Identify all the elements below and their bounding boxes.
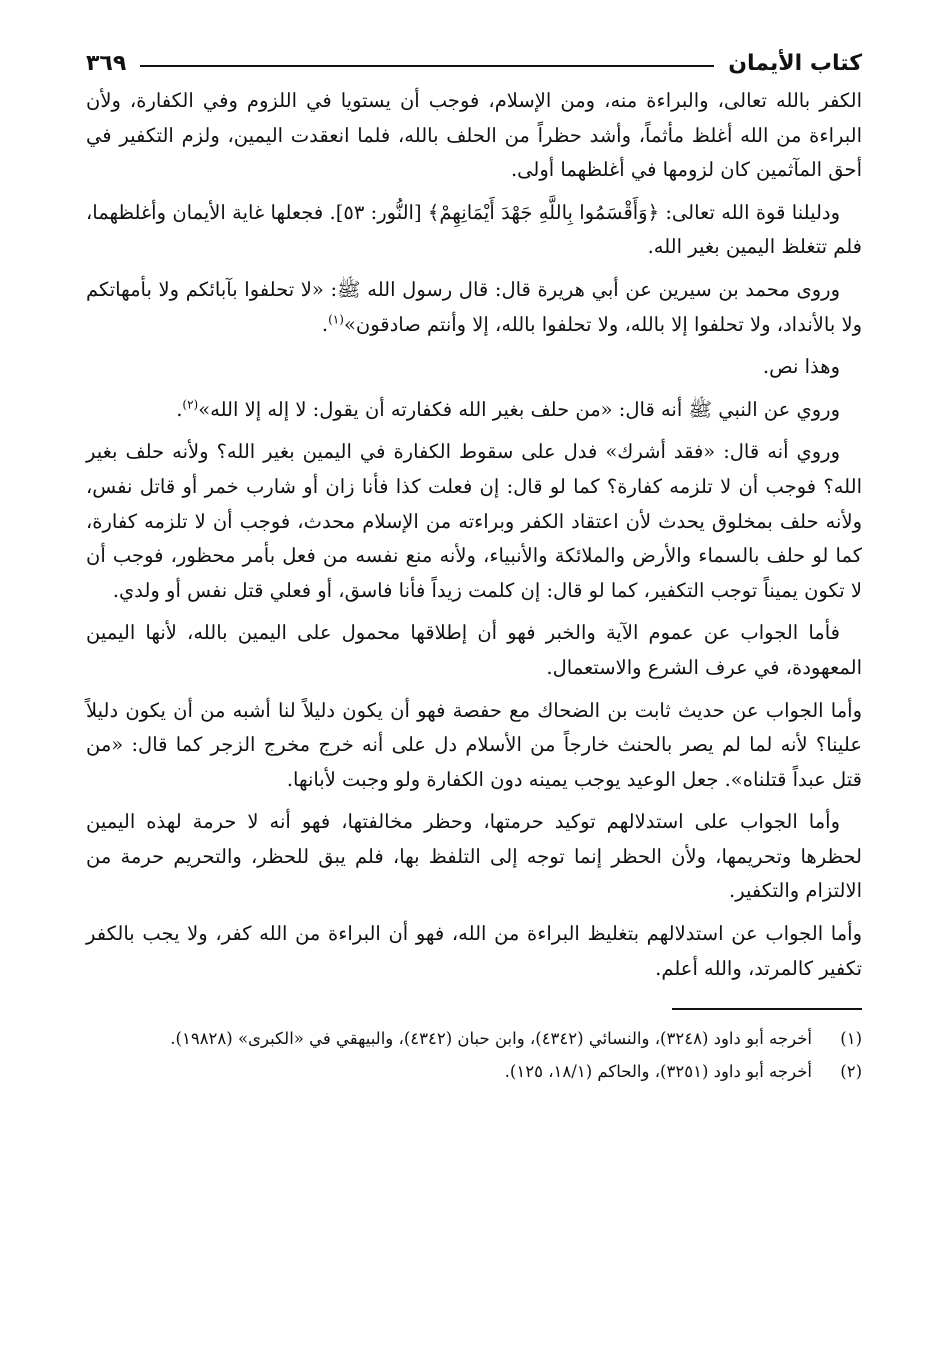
page-number: ٣٦٩ xyxy=(86,51,127,76)
footnote-item xyxy=(86,1024,862,1053)
footnote-item xyxy=(86,1057,862,1086)
footnote-ref[interactable]: (٢) xyxy=(182,397,199,412)
paragraph: وروى محمد بن سيرين عن أبي هريرة قال: قال رسول الله ﷺ: «لا تحلفوا بآبائكم ولا بأمهاتكم ولا بالأنداد، ولا تحلفوا إلا بالله، ولا تحلفوا بالله، إلا وأنتم صادقون»$^{(١)}$. xyxy=(86,277,862,336)
header-rule xyxy=(140,65,714,67)
paragraph: فأما الجواب عن عموم الآية والخبر فهو أن إطلاقها محمول على اليمين بالله، لأنها اليمين المعهودة، في عرف الشرع والاستعمال. xyxy=(86,621,862,679)
paragraph: ودليلنا قوة الله تعالى: ﴿وَأَقْسَمُوا بِاللَّهِ جَهْدَ أَيْمَانِهِمْ﴾ [النُّور: ٥٣]. فجعلها غاية الأيمان وأغلظهما، فلم تتغلظ اليمين بغير الله. xyxy=(86,200,862,259)
running-header xyxy=(86,36,862,76)
paragraph: وأما الجواب عن حديث ثابت بن الضحاك مع حفصة فهو أن يكون دليلاً لنا أشبه من أن يكون دليلاً علينا؟ لأنه لما لم يصر بالحنث خارجاً من الأسلام دل على أنه خرج مخرج الزجر كما قال: «من قتل عبداً قتلناه». جعل الوعيد يوجب يمينه دون الكفارة ولو وجبت لأبانها. xyxy=(86,698,862,791)
paragraph: وهذا نص. xyxy=(762,355,840,379)
footnote-text: أخرجه أبو داود (٣٢٥١)، والحاكم (١٨/١، ١٢٥). xyxy=(504,1062,812,1082)
footnote-separator xyxy=(672,1008,862,1010)
paragraph: وأما الجواب على استدلالهم توكيد حرمتها، وحظر مخالفتها، فهو أنه لا حرمة لهذه اليمين لحظرها وتحريمها، ولأن الحظر إنما توجه إلى التلفظ بها، فلم يبق للحظر، والتحريم حرمة من الالتزام والتكفير. xyxy=(86,810,862,903)
chapter-title: كتاب الأيمان xyxy=(728,51,862,76)
paragraph: وروي أنه قال: «فقد أشرك» فدل على سقوط الكفارة في اليمين بغير الله؟ ولأنه حلف بغير الله؟ فوجب أن لا تلزمه كفارة؟ كما لو قال: إن فعلت كذا فأنا زان أو شارب خمر أو قاتل نفس، ولأنه حلف بمخلوق يحدث لأن اعتقاد الكفر وبراءته من الإسلام محدث، فوجب أن لا تلزمه كفارة، كما لو حلف بالسماء والأرض والملائكة والأنبياء، ولأنه منع نفسه من فعل بأمر محظور، فوجب أن لا تكون يميناً توجب التكفير، كما لو قال: إن كلمت زيداً فأنا فاسق، أو فعلي قتل نفس أو ولدي. xyxy=(86,440,862,602)
footnote-text: أخرجه أبو داود (٣٢٤٨)، والنسائي (٤٣٤٢)، وابن حبان (٤٣٤٢)، والبيهقي في «الكبرى» (١٩٨٢٨). xyxy=(170,1029,812,1049)
paragraph: وأما الجواب عن استدلالهم بتغليظ البراءة من الله، فهو أن البراءة من الله كفر، ولا يجب بالكفر تكفير كالمرتد، والله أعلم. xyxy=(86,922,862,980)
footnote-number: (٢) xyxy=(840,1062,862,1082)
paragraph: الكفر بالله تعالى، والبراءة منه، ومن الإسلام، فوجب أن يستويا في اللزوم وفي الكفارة، ولأن البراءة من الله أغلظ مأثماً، وأشد حظراً من الحلف بالله، فلما انعقدت اليمين، ولزم التكفير في أحق المآثمين كان لزومها في أغلظهما أولى. xyxy=(86,89,862,182)
footnote-number: (١) xyxy=(840,1029,862,1049)
footnote-ref[interactable]: (١) xyxy=(328,312,344,327)
main-text xyxy=(86,84,862,986)
footnotes xyxy=(86,1024,862,1086)
paragraph: وروي عن النبي ﷺ أنه قال: «من حلف بغير الله فكفارته أن يقول: لا إله إلا الله»$^{(٢)}$. xyxy=(176,397,840,421)
